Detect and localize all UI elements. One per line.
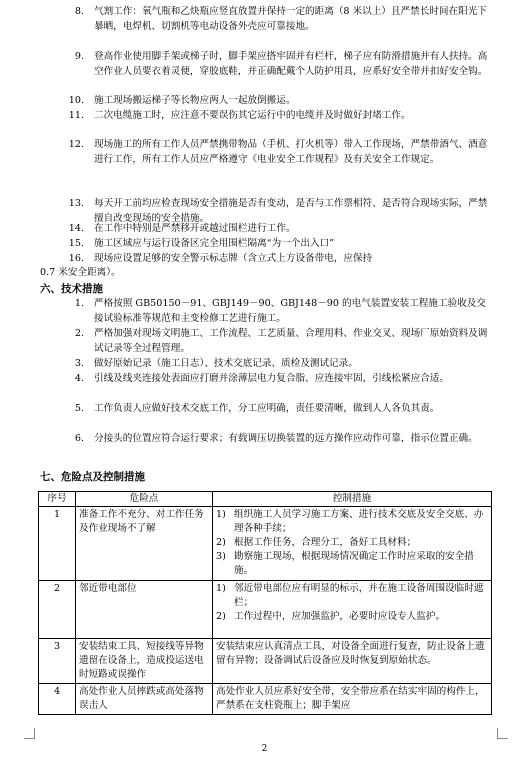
list-item <box>36 221 492 236</box>
table-row <box>39 639 492 684</box>
measure-text: 邻近带电部位应有明显的标示，并在施工设备周围设临时遮栏； <box>234 583 484 608</box>
item-text: 工作负责人应做好技术交底工作，分工应明确，责任要清晰，做到人人各负其责。 <box>94 403 440 414</box>
measure-text: 工作过程中，应加强监护，必要时应设专人监护。 <box>234 611 446 622</box>
item-number: 14. <box>68 223 84 234</box>
item-number: 3. <box>74 358 84 369</box>
risk-control-table <box>38 491 492 715</box>
item-number: 5. <box>74 403 84 414</box>
item-number: 4. <box>74 373 84 384</box>
list-item <box>36 4 492 34</box>
header-cell-no: 序号 <box>39 492 76 507</box>
measure-number: 2) <box>216 611 226 622</box>
item-text: 气割工作：氧气瓶和乙炔瓶应竖直放置并保持一定的距离（8 米以上）且严禁长时间在阳光下暴晒，电焊机、切割机等电动设备外壳应可靠接地。 <box>94 6 487 32</box>
list-item <box>36 296 492 326</box>
row-number: 2 <box>39 581 76 639</box>
item-text: 每天开工前均应检查现场安全措施是否有变动，是否与工作票相符、是否符合现场实际，严禁擅自改变现场的安全措施。 <box>94 198 488 224</box>
item-text: 二次电缆施工时，应注意不要误伤其它运行中的电缆并及时做好封堵工作。 <box>94 110 411 121</box>
item-number: 13. <box>68 198 84 209</box>
table-row <box>39 684 492 715</box>
item-text: 在工作中特别是严禁移开或越过围栏进行工作。 <box>94 223 296 234</box>
item-continuation: 0.7 米安全距离）。 <box>40 267 121 278</box>
page-number: 2 <box>261 744 268 754</box>
row-risk: 高处作业人员摔跌或高处落物误击人 <box>76 684 213 715</box>
measure-number: 1) <box>216 509 226 520</box>
item-number: 15. <box>68 238 84 249</box>
list-item <box>36 326 492 356</box>
list-item <box>36 431 492 446</box>
item-text: 现场施工的所有工作人员严禁携带物品（手机、打火机等）带入工作现场，严禁带酒气、酒意进行工作，所有工作人员应严格遵守《电业安全工作规程》及有关安全工作规定。 <box>94 139 488 165</box>
measure-number: 3) <box>216 551 226 562</box>
item-number: 8. <box>74 6 84 17</box>
item-number: 6. <box>74 433 84 444</box>
table-row <box>39 507 492 581</box>
item-number: 11. <box>68 110 84 121</box>
list-item <box>36 49 492 79</box>
list-item <box>36 356 492 371</box>
item-text: 登高作业使用脚手架或梯子时，脚手架应搭牢固并有栏杆，梯子应有防滑措施并有人扶持。高空作业人员要衣着灵便，穿胶底鞋，并正确配戴个人防护用具，应系好安全带并扣好安全钩。 <box>94 51 488 77</box>
item-number: 2. <box>74 328 84 339</box>
list-item <box>36 251 492 266</box>
item-text: 施工区域应与运行设备区完全用围栏隔离“为一个出入口” <box>94 238 335 249</box>
table-header-row <box>39 492 492 507</box>
item-text: 引线及线夹连接处表面应打磨并涂薄层电力复合脂、应连接牢固，引线松紧应合适。 <box>94 373 449 384</box>
list-item <box>36 108 492 123</box>
measure-item <box>216 508 488 536</box>
item-text: 严格按照 GB50150－91、GBJ149－90、GBJ148－90 的电气装置安装工程施工验收及交接试验标准等规范和主变检修工艺进行施工。 <box>94 298 486 324</box>
item-number: 9. <box>74 51 84 62</box>
measure-text: 勘察施工现场，根据现场情况确定工作时应采取的安全措施。 <box>234 551 474 576</box>
row-risk: 准备工作不充分、对工作任务及作业现场不了解 <box>76 507 213 581</box>
measure-text: 根据工作任务，合理分工，备好工具材料； <box>234 537 417 548</box>
measure-item <box>216 610 488 624</box>
measure-number: 1) <box>216 583 226 594</box>
item-number: 1. <box>74 298 84 309</box>
list-item <box>36 371 492 386</box>
item-text: 施工现场搬运梯子等长物应两人一起放倒搬运。 <box>94 95 296 106</box>
header-cell-risk: 危险点 <box>76 492 213 507</box>
row-number: 3 <box>39 639 76 684</box>
table-row <box>39 581 492 639</box>
item-text: 严格加强对现场文明施工、工作流程、工艺质量、合理用料、作业交叉、现场厂原始资料及调试记录等全过程管理。 <box>94 328 488 354</box>
row-measures: 安装结束应认真清点工具，对设备全面进行复查，防止设备上遗留有异物；设备调试后设备应及时恢复到原始状态。 <box>213 639 492 684</box>
row-number: 4 <box>39 684 76 715</box>
row-risk: 邻近带电部位 <box>76 581 213 639</box>
row-risk: 安装结束工具、短接线等异物遗留在设备上，造成投运送电时短路或误操作 <box>76 639 213 684</box>
item-text: 分接头的位置应符合运行要求；有载调压切换装置的远方操作应动作可靠，指示位置正确。 <box>94 433 478 444</box>
measure-text: 组织施工人员学习施工方案、进行技术交底及安全交底、办理各种手续； <box>234 509 484 534</box>
row-measures <box>213 507 492 581</box>
list-item <box>36 236 492 251</box>
measure-item <box>216 582 488 610</box>
row-number: 1 <box>39 507 76 581</box>
crop-mark <box>497 728 508 739</box>
item-number: 12. <box>68 139 84 150</box>
list-item <box>36 137 492 167</box>
section-title-technical: 六、技术措施 <box>40 283 103 295</box>
crop-mark <box>24 728 35 739</box>
measure-item <box>216 536 488 550</box>
section-title-risks: 七、危险点及控制措施 <box>40 471 145 483</box>
measure-number: 2) <box>216 537 226 548</box>
measure-item <box>216 550 488 578</box>
row-measures: 高处作业人员应系好安全带，安全带应系在结实牢固的构件上，严禁系在支柱瓷瓶上；脚手架应 <box>213 684 492 715</box>
item-number: 16. <box>68 253 84 264</box>
list-item <box>36 93 492 108</box>
item-number: 10. <box>68 95 84 106</box>
row-measures <box>213 581 492 639</box>
item-text: 现场应设置足够的安全警示标志牌（含立式上方设备带电，应保持 <box>94 253 373 264</box>
list-item <box>36 401 492 416</box>
header-cell-measures: 控制措施 <box>213 492 492 507</box>
item-text: 做好原始记录（施工日志）、技术交底记录、质检及测试记录。 <box>94 358 358 369</box>
